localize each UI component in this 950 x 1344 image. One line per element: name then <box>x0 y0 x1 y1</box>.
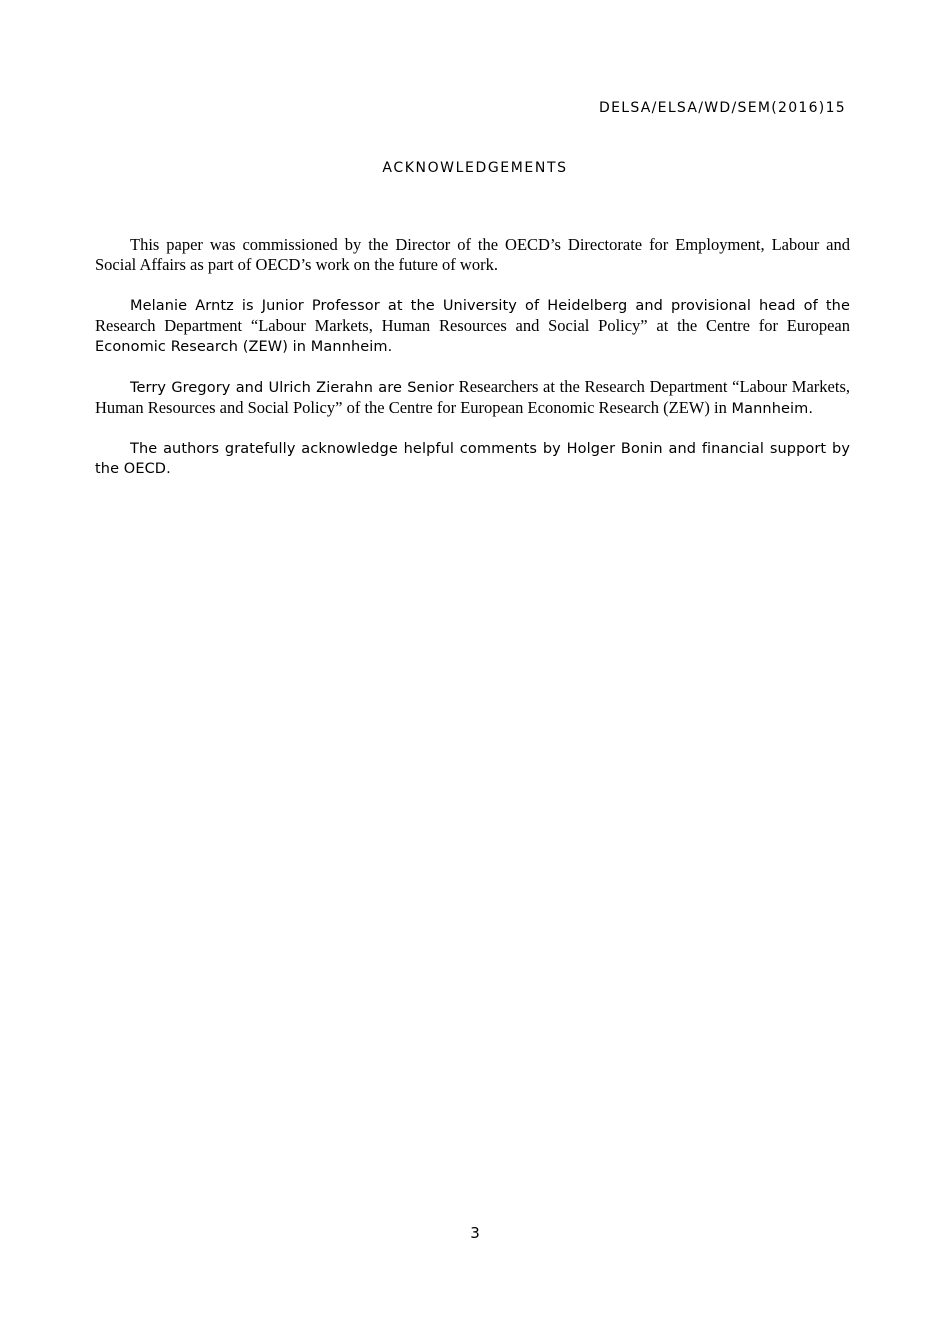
paragraph-gregory-zierahn-tail: Mannheim. <box>726 401 814 417</box>
paragraph-arntz <box>95 295 850 357</box>
paragraph-gregory-zierahn-body: Researchers at the Research Department “Labour Markets, Human Resources and Social Policy” of the Centre for European Economic Research (ZEW) in <box>95 377 850 417</box>
paragraph-thanks: The authors gratefully acknowledge helpful comments by Holger Bonin and financial support by the OECD. <box>95 441 850 477</box>
paragraph-arntz-body: Research Department “Labour Markets, Human Resources and Social Policy” at the Centre for European <box>95 316 850 335</box>
paragraph-gregory-zierahn-lead: Terry Gregory and Ulrich Zierahn are Senior <box>130 380 455 396</box>
paragraph-arntz-lead: Melanie Arntz is Junior Professor at the University of Heidelberg and provisional head of the <box>130 298 850 314</box>
paragraph-gregory-zierahn <box>95 377 850 419</box>
paragraph-commission: This paper was commissioned by the Director of the OECD’s Directorate for Employment, Labour and Social Affairs as part of OECD’s work on the future of work. <box>95 235 850 274</box>
page-number: 3 <box>470 1224 480 1242</box>
paragraph-arntz-tail: Economic Research (ZEW) in Mannheim. <box>95 339 393 355</box>
acknowledgements-body <box>95 235 850 499</box>
document-reference: DELSA/ELSA/WD/SEM(2016)15 <box>599 100 846 116</box>
page-title: ACKNOWLEDGEMENTS <box>382 160 568 176</box>
